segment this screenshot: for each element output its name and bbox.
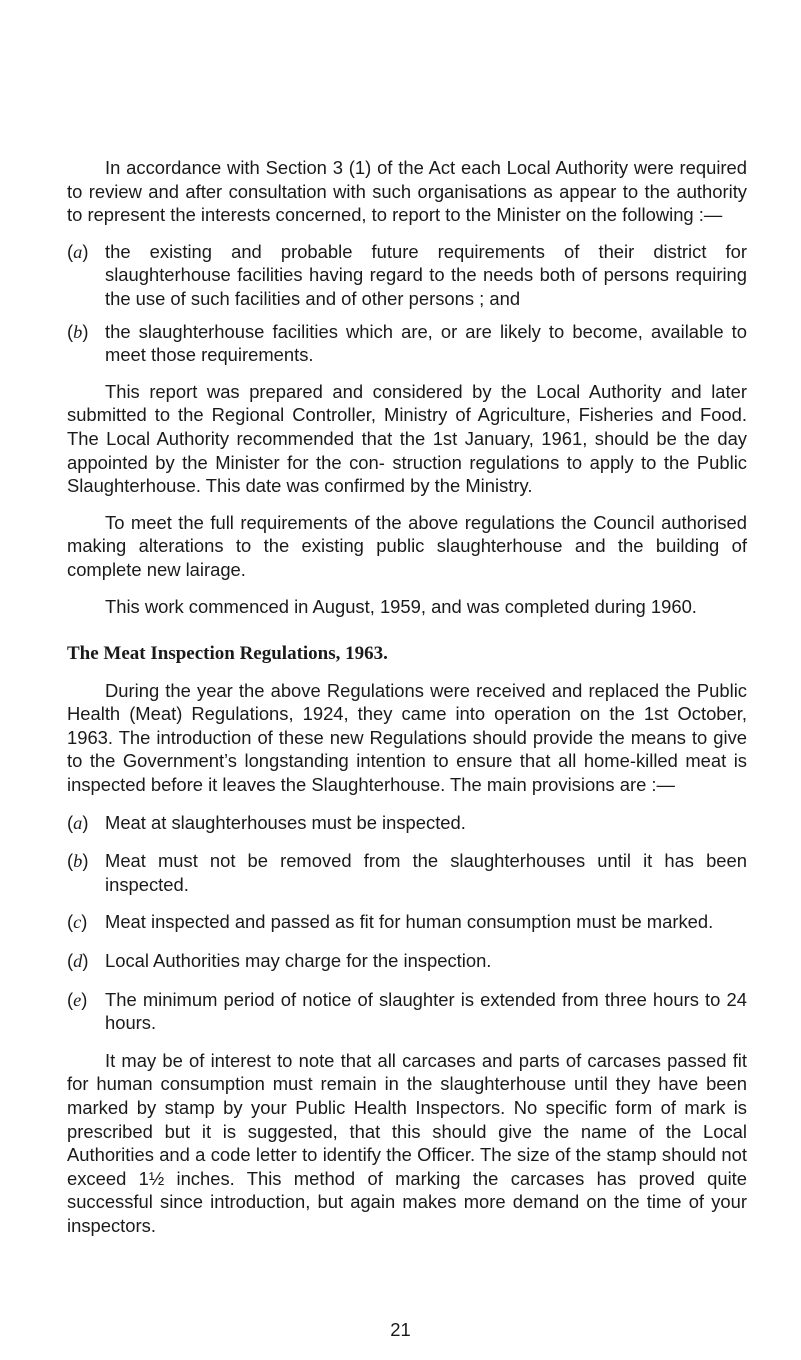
requirements-list — [67, 240, 747, 367]
regulations-paragraph: During the year the above Regulations were received and replaced the Public Health (Meat) Regulations, 1924, they came into operation on the 1st October, 1963. The introduction of these new Regulations should provide the means to give to the Government’s longstanding intention to ensure that all home-killed meat is inspected before it leaves the Slaughterhouse. The main provisions are :— — [67, 679, 747, 796]
list-item-label: (b) — [67, 850, 89, 872]
list-item — [67, 811, 747, 836]
list-item — [67, 240, 747, 311]
list-item-text: Local Authorities may charge for the inspection. — [105, 950, 492, 972]
list-item-label: (c) — [67, 911, 88, 933]
list-item — [67, 910, 747, 935]
report-paragraph: This report was prepared and considered by the Local Authority and later submitted to the Regional Controller, Ministry of Agriculture, Fisheries and Food. The Local Authority recommended that the 1st January, 1961, should be the day appointed by the Minister for the con- struction regulations to apply to the Public Slaughterhouse. This date was confirmed by the Ministry. — [67, 380, 747, 497]
work-paragraph: This work commenced in August, 1959, and was completed during 1960. — [105, 595, 697, 617]
list-item-label: (d) — [67, 950, 89, 972]
list-item-label: (b) — [67, 320, 89, 342]
list-item-label: (a) — [67, 240, 89, 262]
list-item-text: The minimum period of notice of slaughter is extended from three hours to 24 hours. — [105, 988, 747, 1034]
council-paragraph: To meet the full requirements of the above regulations the Council authorised making alterations to the existing public slaughterhouse and the building of complete new lairage. — [67, 511, 747, 580]
list-item-text: Meat at slaughterhouses must be inspected. — [105, 811, 466, 833]
list-item — [67, 988, 747, 1035]
list-item-text: the existing and probable future requirements of their district for slaughterhouse facilities having regard to the needs both of persons requiring the use of such facilities and of other persons ; and — [105, 240, 747, 309]
page-number: 21 — [390, 1319, 411, 1340]
intro-paragraph: In accordance with Section 3 (1) of the Act each Local Authority were required to review and after consultation with such organisations as appear to the authority to represent the interests concerned, to report to the Minister on the following :— — [67, 157, 747, 226]
section-heading: The Meat Inspection Regulations, 1963. — [67, 643, 388, 665]
list-item-label: (a) — [67, 811, 89, 833]
list-item — [67, 949, 747, 974]
list-item-text: Meat inspected and passed as fit for human consumption must be marked. — [105, 911, 714, 933]
list-item — [67, 320, 747, 367]
list-item — [67, 849, 747, 896]
page-content — [67, 156, 747, 1238]
provisions-list — [67, 811, 747, 1035]
list-item-text: the slaughterhouse facilities which are, or are likely to become, available to meet those requirements. — [105, 320, 747, 366]
closing-paragraph: It may be of interest to note that all carcases and parts of carcases passed fit for human consumption must remain in the slaughterhouse until they have been marked by stamp by your Public Health Inspectors. No specific form of mark is prescribed but it is suggested, that this should give the name of the Local Authorities and a code letter to identify the Officer. The size of the stamp should not exceed 1½ inches. This method of marking the carcases has proved quite successful since introduction, but again makes more demand on the time of your inspectors. — [67, 1049, 747, 1236]
list-item-label: (e) — [67, 988, 88, 1010]
list-item-text: Meat must not be removed from the slaughterhouses until it has been inspected. — [105, 850, 747, 895]
